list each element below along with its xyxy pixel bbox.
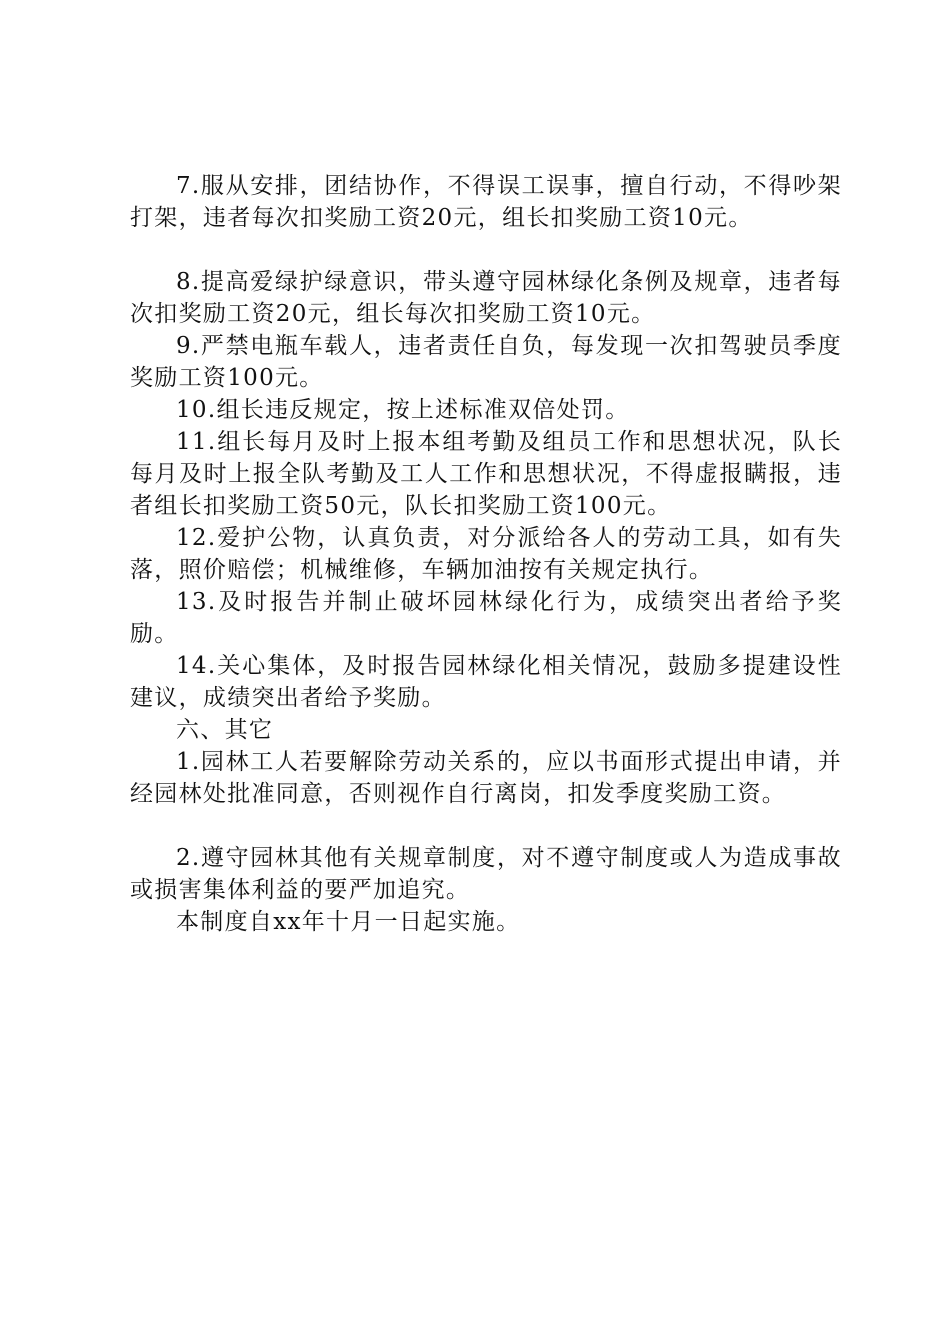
- document-body: [130, 170, 842, 938]
- rule-9-paragraph: 9.严禁电瓶车载人，违者责任自负，每发现一次扣驾驶员季度奖励工资100元。: [130, 333, 842, 391]
- rule-14-paragraph: 14.关心集体，及时报告园林绿化相关情况，鼓励多提建设性建议，成绩突出者给予奖励。: [130, 653, 842, 711]
- rule-8-paragraph: 8.提高爱绿护绿意识，带头遵守园林绿化条例及规章，违者每次扣奖励工资20元，组长每次扣奖励工资10元。: [130, 269, 842, 327]
- rule-13-paragraph: 13.及时报告并制止破坏园林绿化行为，成绩突出者给予奖励。: [130, 589, 842, 647]
- rule-7-paragraph: 7.服从安排，团结协作，不得误工误事，擅自行动，不得吵架打架，违者每次扣奖励工资20元，组长扣奖励工资10元。: [130, 173, 842, 231]
- rule-11-paragraph: 11.组长每月及时上报本组考勤及组员工作和思想状况，队长每月及时上报全队考勤及工人工作和思想状况，不得虚报瞒报，违者组长扣奖励工资50元，队长扣奖励工资100元。: [130, 429, 842, 519]
- rule-12-paragraph: 12.爱护公物，认真负责，对分派给各人的劳动工具，如有失落，照价赔偿；机械维修，车辆加油按有关规定执行。: [130, 525, 842, 583]
- other-2-paragraph: 2.遵守园林其他有关规章制度，对不遵守制度或人为造成事故或损害集体利益的要严加追究。: [130, 845, 842, 903]
- effective-date-paragraph: 本制度自xx年十月一日起实施。: [176, 909, 521, 935]
- other-1-paragraph: 1.园林工人若要解除劳动关系的，应以书面形式提出申请，并经园林处批准同意，否则视作自行离岗，扣发季度奖励工资。: [130, 749, 842, 807]
- rule-10-paragraph: 10.组长违反规定，按上述标准双倍处罚。: [176, 397, 630, 423]
- section-heading-other: 六、其它: [176, 717, 274, 743]
